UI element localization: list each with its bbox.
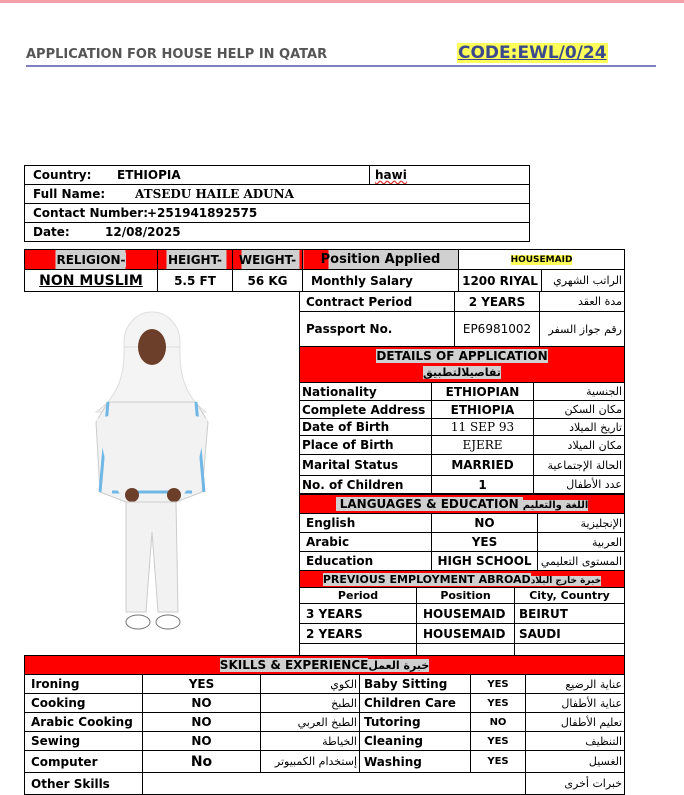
detail-value: ETHIOPIA	[432, 401, 534, 419]
full-name-label: Full Name:	[33, 187, 106, 201]
language-arabic: العربية	[538, 533, 625, 552]
languages-heading-arabic: اللغة والتعليم	[522, 500, 589, 511]
date-value: 12/08/2025	[105, 225, 181, 239]
col-city: City, Country	[515, 588, 625, 604]
employment-heading	[300, 571, 625, 588]
passport-value: EP6981002	[455, 312, 540, 347]
skill-value: YES	[471, 675, 526, 694]
skill-label: Washing	[360, 751, 471, 773]
date-label: Date:	[33, 225, 70, 239]
weight-header	[233, 250, 303, 270]
detail-value: EJERE	[432, 436, 534, 455]
detail-arabic: مكان السكن	[534, 401, 625, 419]
skill-value: YES	[471, 694, 526, 713]
religion-label: RELIGION-	[56, 252, 126, 267]
languages-table	[299, 494, 625, 571]
position-value: HOUSEMAID	[510, 254, 573, 265]
skills-heading-text: SKILLS & EXPERIENCE	[219, 658, 369, 672]
height-header	[158, 250, 233, 270]
agent-name: hawi	[375, 168, 407, 182]
employment-table	[299, 570, 625, 666]
employment-period: 3 YEARS	[300, 604, 417, 624]
details-heading-arabic: تفاصيلالتطبيق	[423, 366, 501, 379]
other-skills-arabic: خبرات أخرى	[526, 773, 625, 795]
contact-label: Contact Number:	[33, 206, 148, 220]
employment-position: HOUSEMAID	[417, 604, 515, 624]
salary-arabic: الراتب الشهري	[542, 270, 625, 292]
skill-arabic: الطبخ	[261, 694, 360, 713]
details-heading	[300, 347, 625, 383]
languages-heading-text: LANGUAGES & EDUCATION	[336, 497, 523, 511]
other-skills-label: Other Skills	[25, 773, 143, 795]
skill-arabic: الكوي	[261, 675, 360, 694]
employment-heading-text: PREVIOUS EMPLOYMENT ABROAD	[322, 572, 531, 586]
application-code: CODE:EWL/0/24	[458, 43, 607, 63]
skill-label: Sewing	[25, 732, 143, 751]
applicant-info-table	[24, 165, 530, 242]
skill-value: NO	[143, 732, 261, 751]
contract-table	[299, 291, 625, 383]
passport-label: Passport No.	[300, 312, 455, 347]
skill-arabic: الغسيل	[526, 751, 625, 773]
contract-period-label: Contract Period	[300, 292, 455, 312]
contact-value: +251941892575	[147, 206, 258, 220]
skill-arabic: التنظيف	[526, 732, 625, 751]
top-border-line	[0, 0, 684, 3]
details-heading-text: DETAILS OF APPLICATION	[376, 349, 548, 363]
detail-arabic: تاريخ الميلاد	[534, 419, 625, 436]
skill-value: No	[143, 751, 261, 773]
skill-arabic: إستخدام الكمبيوتر	[261, 751, 360, 773]
skill-label: Cleaning	[360, 732, 471, 751]
height-value: 5.5 FT	[158, 270, 233, 292]
skill-label: Tutoring	[360, 713, 471, 732]
skill-label: Arabic Cooking	[25, 713, 143, 732]
skills-heading	[25, 656, 625, 675]
detail-value: 11 SEP 93	[432, 419, 534, 436]
detail-arabic: الجنسية	[534, 383, 625, 401]
weight-value: 56 KG	[233, 270, 303, 292]
date-cell	[25, 223, 530, 242]
language-value: NO	[432, 514, 538, 533]
skill-value: YES	[471, 751, 526, 773]
detail-label: Complete Address	[300, 401, 432, 419]
person-figure-icon	[26, 292, 298, 654]
language-value: YES	[432, 533, 538, 552]
skill-label: Ironing	[25, 675, 143, 694]
detail-label: No. of Children	[300, 476, 432, 494]
religion-value: NON MUSLIM	[39, 272, 143, 289]
detail-arabic: الحالة الإجتماعية	[534, 455, 625, 476]
skill-label: Children Care	[360, 694, 471, 713]
details-table	[299, 382, 625, 494]
contact-cell	[25, 204, 530, 223]
height-label: HEIGHT-	[168, 252, 222, 267]
skill-value: NO	[471, 713, 526, 732]
summary-header-table	[24, 249, 625, 292]
salary-label: Monthly Salary	[303, 270, 459, 292]
education-label: Education	[300, 552, 432, 571]
header-divider	[26, 65, 656, 67]
skill-value: YES	[471, 732, 526, 751]
language-label: English	[300, 514, 432, 533]
detail-label: Nationality	[300, 383, 432, 401]
employment-heading-arabic: خبرة خارج البلاد	[530, 575, 602, 586]
religion-header	[25, 250, 158, 270]
position-label: Position Applied	[320, 252, 441, 267]
full-name-value: ATSEDU HAILE ADUNA	[135, 187, 294, 201]
country-label: Country:	[33, 168, 92, 182]
skills-heading-arabic: خبرة العمل	[368, 659, 430, 672]
detail-value: MARRIED	[432, 455, 534, 476]
employment-city: BEIRUT	[515, 604, 625, 624]
col-period: Period	[300, 588, 417, 604]
weight-label: WEIGHT-	[238, 252, 297, 267]
skill-arabic: عناية الأطفال	[526, 694, 625, 713]
employment-period: 2 YEARS	[300, 624, 417, 644]
skill-label: Cooking	[25, 694, 143, 713]
contract-period-arabic: مدة العقد	[540, 292, 625, 312]
country-cell	[25, 166, 370, 185]
detail-label: Date of Birth	[300, 419, 432, 436]
religion-value-cell	[25, 270, 158, 292]
detail-value: ETHIOPIAN	[432, 383, 534, 401]
skill-label: Computer	[25, 751, 143, 773]
passport-arabic: رقم جواز السفر	[540, 312, 625, 347]
language-arabic: الإنجليزية	[538, 514, 625, 533]
employment-city: SAUDI	[515, 624, 625, 644]
skill-value: NO	[143, 694, 261, 713]
detail-label: Place of Birth	[300, 436, 432, 455]
col-position: Position	[417, 588, 515, 604]
skill-value: NO	[143, 713, 261, 732]
skill-arabic: الخياطة	[261, 732, 360, 751]
language-label: Arabic	[300, 533, 432, 552]
skills-table	[24, 655, 625, 795]
skill-arabic: تعليم الأطفال	[526, 713, 625, 732]
detail-label: Marital Status	[300, 455, 432, 476]
detail-arabic: عدد الأطفال	[534, 476, 625, 494]
salary-value: 1200 RIYAL	[459, 270, 542, 292]
position-value-cell	[459, 250, 625, 270]
employment-position: HOUSEMAID	[417, 624, 515, 644]
agent-cell	[370, 166, 530, 185]
languages-heading	[300, 495, 625, 514]
skill-label: Baby Sitting	[360, 675, 471, 694]
education-value: HIGH SCHOOL	[432, 552, 538, 571]
page-title: APPLICATION FOR HOUSE HELP IN QATAR	[26, 47, 328, 62]
other-skills-value	[143, 773, 526, 795]
contract-period-value: 2 YEARS	[455, 292, 540, 312]
full-name-cell	[25, 185, 530, 204]
skill-arabic: عناية الرضيع	[526, 675, 625, 694]
education-arabic: المستوى التعليمي	[538, 552, 625, 571]
position-header	[303, 250, 459, 270]
skill-arabic: الطبخ العربي	[261, 713, 360, 732]
detail-value: 1	[432, 476, 534, 494]
applicant-photo	[26, 292, 298, 654]
detail-arabic: مكان الميلاد	[534, 436, 625, 455]
country-value: ETHIOPIA	[117, 168, 181, 182]
skill-value: YES	[143, 675, 261, 694]
